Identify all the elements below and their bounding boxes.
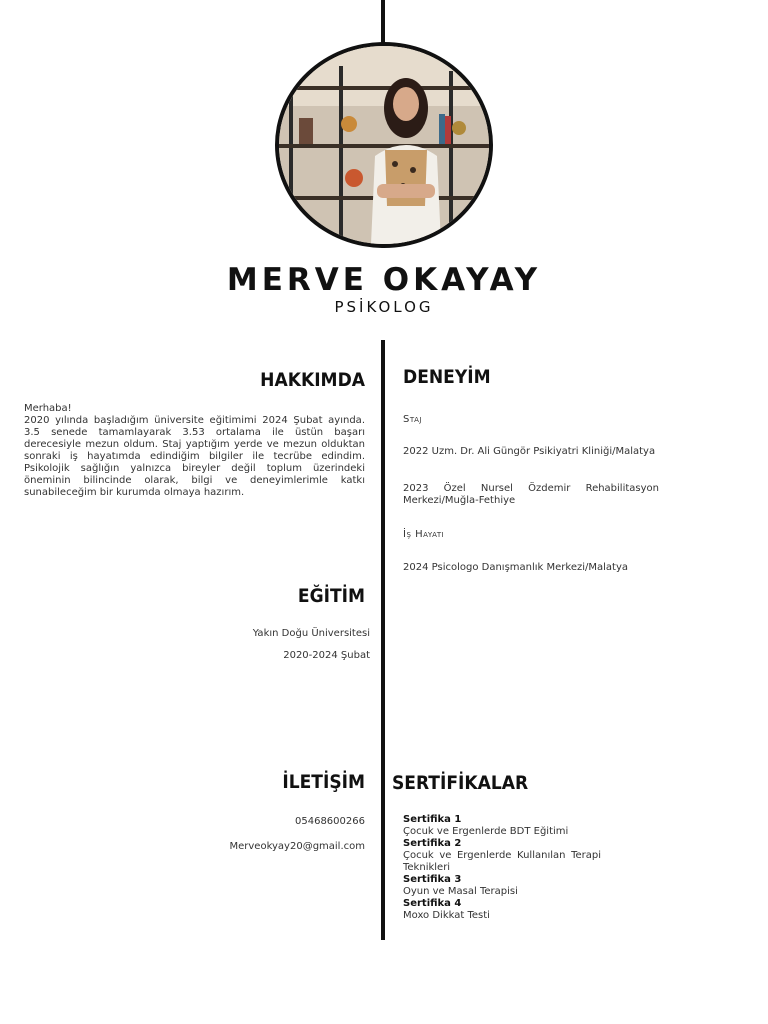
certificate-title: Sertifika 1 <box>403 814 462 825</box>
certificate-title: Sertifika 4 <box>403 898 462 909</box>
about-paragraph: Merhaba! 2020 yılında başladığım üniversite eğitimimi 2024 Şubat ayında. 3.5 senede tamamlayarak 3.53 ortalama ile üstün başarı derecesiyle mezun oldum. Staj yaptığım yerde ve mezun olduktan sonraki iş hayatımda edindiğim bilgiler ile tecrübe edindim. Psikolojik sağlığın yalnızca bireyler değil toplum üzerindeki öneminin bilincinde olarak, bilgi ve deneyimlerimle katkı sunabileceğim bir kurumda olmaya hazırım. <box>24 403 365 498</box>
job-title: PSİKOLOG <box>334 298 434 316</box>
certificate-description: Moxo Dikkat Testi <box>403 910 490 921</box>
certificate-description: Çocuk ve Ergenlerde BDT Eğitimi <box>403 826 569 837</box>
education-dates: 2020-2024 Şubat <box>283 650 370 661</box>
contact-heading: İLETİŞİM <box>282 771 365 793</box>
top-divider-line <box>381 0 385 44</box>
education-school: Yakın Doğu Üniversitesi <box>252 628 370 639</box>
contact-email: Merveokyay20@gmail.com <box>229 841 365 852</box>
certificate-description: Çocuk ve Ergenlerde Kullanılan Terapi Teknikleri <box>403 850 601 873</box>
certificate-description: Oyun ve Masal Terapisi <box>403 886 518 897</box>
education-heading: EĞİTİM <box>297 585 365 607</box>
internship-item: 2022 Uzm. Dr. Ali Güngör Psikiyatri Kliniği/Malatya <box>403 446 656 457</box>
certificate-title: Sertifika 2 <box>403 838 462 849</box>
internship-item: 2023 Özel Nursel Özdemir Rehabilitasyon Merkezi/Muğla-Fethiye <box>403 483 659 506</box>
internship-label: Staj <box>403 414 422 425</box>
profile-photo-illustration <box>279 46 489 244</box>
center-divider-line <box>381 340 385 940</box>
experience-heading: DENEYİM <box>403 366 491 388</box>
certificates-list <box>403 814 601 922</box>
full-name: MERVE OKAYAY <box>226 262 542 298</box>
certificate-title: Sertifika 3 <box>403 874 462 885</box>
about-heading: HAKKIMDA <box>260 369 365 391</box>
work-label: İş Hayatı <box>403 529 445 540</box>
profile-photo <box>275 42 493 248</box>
about-text <box>24 403 365 499</box>
work-item: 2024 Psicologo Danışmanlık Merkezi/Malatya <box>403 562 629 573</box>
certificates-heading: SERTİFİKALAR <box>392 772 529 794</box>
contact-phone: 05468600266 <box>295 816 365 827</box>
